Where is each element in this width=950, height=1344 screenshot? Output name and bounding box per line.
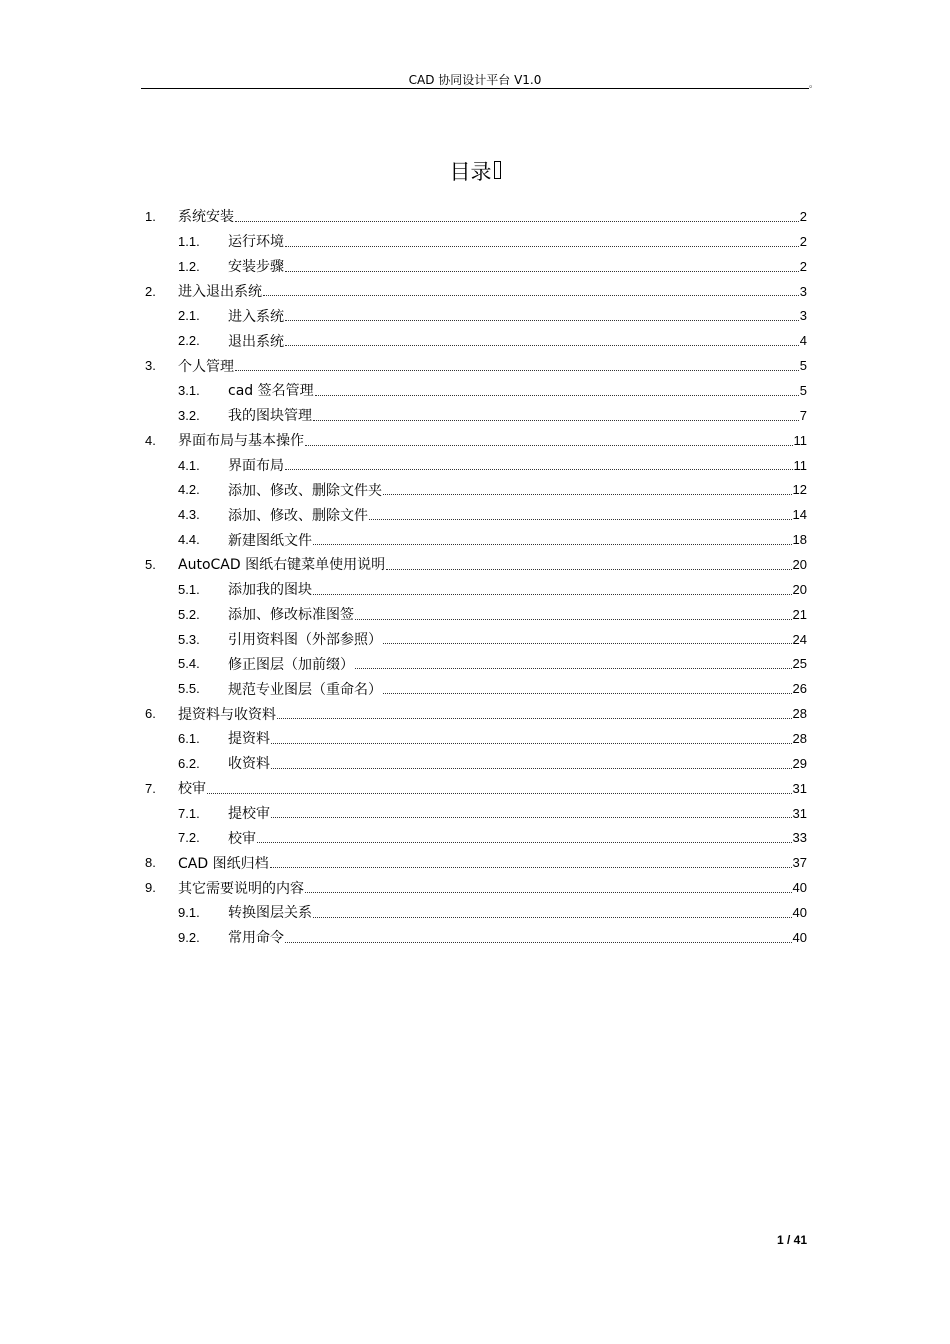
header-divider: [141, 88, 809, 89]
toc-entry[interactable]: [145, 850, 807, 875]
toc-entry-number: 5.3.: [178, 631, 200, 647]
toc-entry-page: 29: [792, 755, 807, 771]
toc-entry-label: 常用命令: [228, 930, 284, 947]
toc-dot-leader: [257, 842, 792, 843]
toc-entry[interactable]: [145, 577, 807, 602]
toc-entry-number: 6.: [145, 706, 156, 722]
toc-dot-leader: [383, 494, 792, 495]
toc-entry-label: 规范专业图层（重命名）: [228, 681, 382, 698]
toc-title: [141, 156, 809, 188]
toc-entry-number: 9.2.: [178, 929, 200, 945]
toc-entry[interactable]: [145, 651, 807, 676]
toc-entry[interactable]: [145, 428, 807, 453]
toc-entry-label: 校审: [228, 830, 256, 847]
toc-dot-leader: [271, 817, 792, 818]
toc-dot-leader: [277, 718, 792, 719]
toc-entry-page: 2: [799, 258, 807, 274]
toc-dot-leader: [313, 917, 792, 918]
toc-dot-leader: [285, 942, 792, 943]
toc-entry[interactable]: [145, 751, 807, 776]
toc-entry[interactable]: [145, 403, 807, 428]
toc-dot-leader: [271, 768, 792, 769]
toc-entry-number: 5.4.: [178, 656, 200, 672]
toc-title-text: 目录: [449, 160, 492, 184]
toc-entry-number: 4.: [145, 432, 156, 448]
toc-dot-leader: [285, 345, 799, 346]
toc-entry[interactable]: [145, 602, 807, 627]
toc-entry[interactable]: [145, 925, 807, 950]
toc-entry[interactable]: [145, 825, 807, 850]
toc-entry[interactable]: [145, 229, 807, 254]
toc-entry-page: 28: [792, 706, 807, 722]
toc-entry[interactable]: [145, 900, 807, 925]
toc-entry-number: 4.1.: [178, 457, 200, 473]
toc-dot-leader: [285, 246, 799, 247]
toc-entry-number: 4.3.: [178, 507, 200, 523]
toc-entry-page: 3: [799, 283, 807, 299]
text-cursor-icon: [494, 161, 501, 179]
toc-entry-number: 6.2.: [178, 755, 200, 771]
toc-dot-leader: [285, 320, 799, 321]
toc-entry-page: 4: [799, 333, 807, 349]
toc-entry-page: 3: [799, 308, 807, 324]
toc-entry-number: 5.5.: [178, 681, 200, 697]
toc-entry[interactable]: [145, 254, 807, 279]
toc-entry-label: 系统安装: [178, 209, 234, 226]
toc-entry-page: 18: [792, 532, 807, 548]
toc-entry[interactable]: [145, 453, 807, 478]
toc-entry-number: 5.2.: [178, 606, 200, 622]
toc-entry-label: 进入系统: [228, 308, 284, 325]
toc-entry-page: 12: [792, 482, 807, 498]
toc-dot-leader: [383, 693, 792, 694]
toc-entry[interactable]: [145, 676, 807, 701]
toc-entry-label: 个人管理: [178, 358, 234, 375]
toc-entry-number: 4.2.: [178, 482, 200, 498]
toc-entry-page: 31: [792, 780, 807, 796]
toc-dot-leader: [263, 295, 799, 296]
toc-dot-leader: [386, 569, 791, 570]
toc-entry-page: 7: [799, 407, 807, 423]
toc-entry-page: 2: [799, 233, 807, 249]
toc-entry-page: 11: [793, 457, 807, 473]
toc-entry-number: 5.: [145, 556, 156, 572]
toc-entry-label: 新建图纸文件: [228, 532, 312, 549]
toc-entry-label: 退出系统: [228, 333, 284, 350]
toc-entry-label: 修正图层（加前缀）: [228, 656, 354, 673]
toc-entry-page: 20: [792, 581, 807, 597]
toc-dot-leader: [285, 469, 793, 470]
toc-entry[interactable]: [145, 303, 807, 328]
toc-entry-page: 33: [792, 830, 807, 846]
toc-entry[interactable]: [145, 776, 807, 801]
toc-entry-label: 界面布局: [228, 458, 284, 475]
toc-entry-number: 4.4.: [178, 532, 200, 548]
toc-entry-page: 5: [799, 382, 807, 398]
toc-entry-label: 安装步骤: [228, 259, 284, 276]
toc-entry[interactable]: [145, 502, 807, 527]
toc-entry-number: 1.2.: [178, 258, 200, 274]
toc-entry-page: 2: [799, 208, 807, 224]
toc-entry[interactable]: [145, 353, 807, 378]
toc-entry-label: cad 签名管理: [228, 383, 314, 400]
toc-entry-label: 添加、修改标准图签: [228, 607, 354, 624]
toc-entry-number: 7.2.: [178, 830, 200, 846]
toc-dot-leader: [315, 395, 799, 396]
toc-entry-page: 40: [792, 880, 807, 896]
toc-entry[interactable]: [145, 875, 807, 900]
toc-dot-leader: [369, 519, 792, 520]
toc-dot-leader: [383, 643, 792, 644]
toc-entry[interactable]: [145, 527, 807, 552]
toc-entry-number: 3.: [145, 358, 156, 374]
toc-entry-number: 9.: [145, 880, 156, 896]
page-number: 1 / 41: [776, 1233, 807, 1247]
toc-entry-label: 收资料: [228, 756, 270, 773]
toc-entry-label: 提校审: [228, 806, 270, 823]
toc-entry-number: 8.: [145, 855, 156, 871]
toc-entry-number: 2.1.: [178, 308, 200, 324]
toc-dot-leader: [305, 892, 792, 893]
toc-entry-page: 21: [792, 606, 807, 622]
toc-dot-leader: [355, 668, 792, 669]
toc-entry-number: 7.1.: [178, 805, 200, 821]
toc-entry-page: 40: [792, 929, 807, 945]
toc-dot-leader: [313, 544, 792, 545]
toc-dot-leader: [235, 370, 799, 371]
toc-entry[interactable]: [145, 378, 807, 403]
toc-entry-page: 40: [792, 904, 807, 920]
toc-entry-number: 6.1.: [178, 730, 200, 746]
toc-entry-label: 其它需要说明的内容: [178, 880, 304, 897]
toc-entry-number: 9.1.: [178, 904, 200, 920]
toc-entry-label: 引用资料图（外部参照）: [228, 632, 382, 649]
toc-dot-leader: [305, 445, 793, 446]
toc-entry-page: 11: [793, 432, 807, 448]
toc-entry-label: AutoCAD 图纸右键菜单使用说明: [178, 557, 386, 574]
toc-entry-label: 进入退出系统: [178, 284, 262, 300]
toc-entry-label: 我的图块管理: [228, 408, 312, 425]
toc-entry-number: 3.2.: [178, 407, 200, 423]
toc-entry-label: 添加、修改、删除文件: [228, 507, 368, 524]
toc-entry[interactable]: [145, 477, 807, 502]
toc-entry-label: CAD 图纸归档: [178, 855, 269, 872]
toc-entry-label: 界面布局与基本操作: [178, 433, 304, 450]
toc-dot-leader: [235, 221, 799, 222]
toc-dot-leader: [207, 793, 792, 794]
toc-dot-leader: [313, 594, 792, 595]
header-mark: 。: [809, 80, 819, 90]
toc-entry-number: 3.1.: [178, 382, 200, 398]
toc-dot-leader: [271, 743, 792, 744]
toc-entry-page: 37: [792, 855, 807, 871]
toc-entry-label: 提资料: [228, 731, 270, 748]
toc-entry-number: 2.2.: [178, 333, 200, 349]
toc-entry[interactable]: [145, 801, 807, 826]
toc-entry-number: 1.: [145, 208, 156, 224]
toc-entry[interactable]: [145, 328, 807, 353]
toc-entry-page: 14: [792, 507, 807, 523]
toc-entry[interactable]: [145, 701, 807, 726]
toc-dot-leader: [270, 867, 792, 868]
toc-entry-number: 5.1.: [178, 581, 200, 597]
toc-dot-leader: [285, 271, 799, 272]
toc-entry-label: 运行环境: [228, 234, 284, 251]
toc-entry-page: 26: [792, 681, 807, 697]
toc-entry[interactable]: [145, 552, 807, 577]
toc-entry-label: 添加、修改、删除文件夹: [228, 482, 382, 499]
toc-entry-label: 添加我的图块: [228, 582, 312, 599]
toc-entry-page: 31: [792, 805, 807, 821]
toc-entry-label: 提资料与收资料: [178, 706, 276, 723]
toc-dot-leader: [313, 420, 799, 421]
toc-entry-page: 5: [799, 358, 807, 374]
toc-entry-number: 7.: [145, 780, 156, 796]
toc-entry-number: 2.: [145, 283, 156, 299]
header-title: CAD 协同设计平台 V1.0: [408, 73, 542, 87]
toc-list: [145, 204, 807, 950]
toc-entry[interactable]: [145, 279, 807, 304]
toc-entry-page: 28: [792, 730, 807, 746]
toc-entry-page: 25: [792, 656, 807, 672]
toc-entry[interactable]: [145, 726, 807, 751]
toc-entry-number: 1.1.: [178, 233, 200, 249]
toc-entry[interactable]: [145, 627, 807, 652]
toc-entry-label: 校审: [178, 781, 206, 798]
toc-dot-leader: [355, 619, 792, 620]
toc-entry[interactable]: [145, 204, 807, 229]
toc-entry-page: 20: [792, 556, 807, 572]
toc-entry-label: 转换图层关系: [228, 905, 312, 922]
toc-entry-page: 24: [792, 631, 807, 647]
